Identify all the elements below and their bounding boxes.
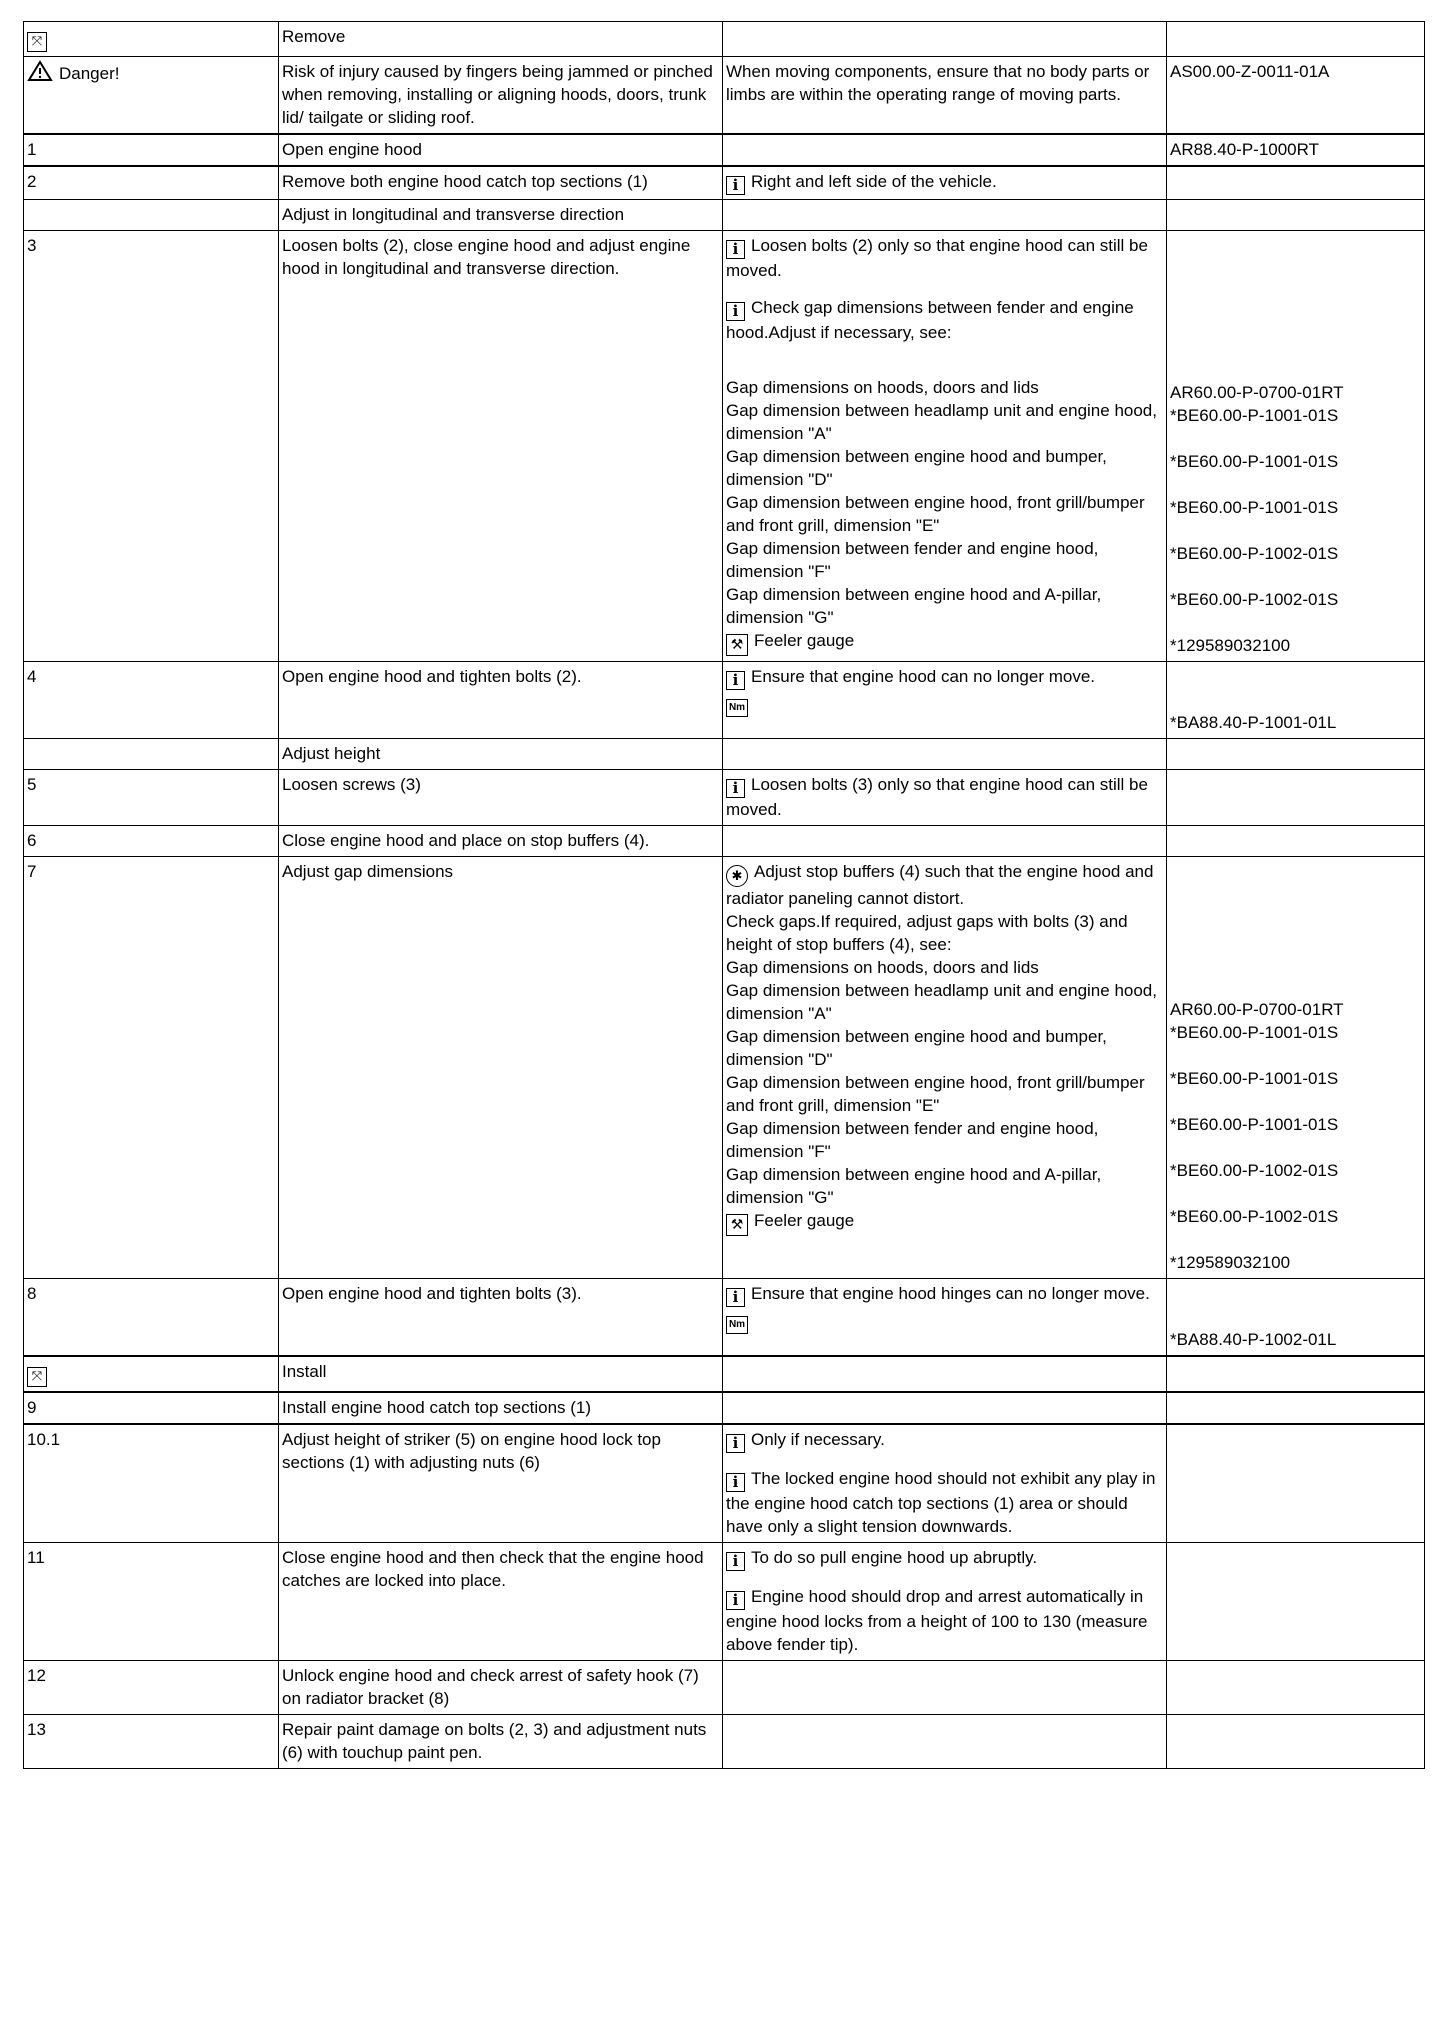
ref-link[interactable]: *BE60.00-P-1001-01S: [1170, 1069, 1339, 1088]
ref-link[interactable]: AR60.00-P-0700-01RT: [1170, 1000, 1344, 1019]
ref-link[interactable]: *BE60.00-P-1001-01S: [1170, 406, 1339, 425]
step-cell: 11: [24, 1543, 279, 1661]
ref-cell: [1167, 739, 1425, 770]
gap-link[interactable]: Gap dimension between headlamp unit and engine hood, dimension "A": [726, 401, 1157, 443]
note-text: Only if necessary.: [751, 1430, 885, 1449]
table-row: [24, 770, 1425, 826]
note-cell: [723, 1279, 1167, 1357]
table-row: [24, 662, 1425, 739]
action-cell: Adjust height of striker (5) on engine hood lock top sections (1) with adjusting nuts (6): [279, 1424, 723, 1543]
gap-link[interactable]: Gap dimensions on hoods, doors and lids: [726, 378, 1039, 397]
ref-cell: [1167, 1543, 1425, 1661]
step-cell: 9: [24, 1392, 279, 1424]
info-icon: i: [726, 1591, 745, 1610]
step-cell: [24, 1356, 279, 1392]
table-row: [24, 1279, 1425, 1357]
ref-cell: [1167, 1661, 1425, 1715]
ref-link[interactable]: AR60.00-P-0700-01RT: [1170, 383, 1344, 402]
ref-link[interactable]: *129589032100: [1170, 636, 1291, 655]
action-cell: Close engine hood and place on stop buffers (4).: [279, 826, 723, 857]
note-cell: [723, 231, 1167, 662]
step-cell: 5: [24, 770, 279, 826]
torque-nm-icon: Nm: [726, 699, 748, 717]
warning-triangle-icon: [27, 60, 53, 82]
note-cell: [723, 22, 1167, 57]
ref-link[interactable]: *BE60.00-P-1002-01S: [1170, 590, 1339, 609]
action-cell: Adjust in longitudinal and transverse direction: [279, 200, 723, 231]
action-cell: Install engine hood catch top sections (1): [279, 1392, 723, 1424]
action-cell: Open engine hood: [279, 134, 723, 166]
gap-link[interactable]: Gap dimension between engine hood, front grill/bumper and front grill, dimension "E": [726, 493, 1145, 535]
table-row: [24, 826, 1425, 857]
note-cell: [723, 857, 1167, 1279]
step-cell: 12: [24, 1661, 279, 1715]
step-cell: 8: [24, 1279, 279, 1357]
expand-arrows-icon: ⤧: [27, 32, 47, 52]
step-cell: [24, 57, 279, 135]
ref-cell: [1167, 22, 1425, 57]
note-cell: [723, 1356, 1167, 1392]
tool-icon: ⚒: [726, 634, 748, 656]
step-cell: 3: [24, 231, 279, 662]
ref-cell: [1167, 1279, 1425, 1357]
info-icon: i: [726, 671, 745, 690]
note-text: The locked engine hood should not exhibit any play in the engine hood catch top sections (1) area or should have only a slight tension downwards.: [726, 1469, 1156, 1536]
note-cell: [723, 826, 1167, 857]
step-cell: [24, 739, 279, 770]
info-icon: i: [726, 1288, 745, 1307]
caution-icon: ✱: [726, 865, 748, 887]
tool-text: Feeler gauge: [754, 1211, 855, 1230]
tool-icon: ⚒: [726, 1214, 748, 1236]
note-cell: [723, 739, 1167, 770]
action-cell: Remove both engine hood catch top sections (1): [279, 166, 723, 200]
note-cell: [723, 1715, 1167, 1769]
action-cell: Adjust gap dimensions: [279, 857, 723, 1279]
note-text: Ensure that engine hood hinges can no longer move.: [751, 1284, 1150, 1303]
step-cell: [24, 22, 279, 57]
ref-cell: [1167, 166, 1425, 200]
table-row: [24, 857, 1425, 1279]
step-cell: 7: [24, 857, 279, 1279]
table-row: [24, 166, 1425, 200]
info-icon: i: [726, 302, 745, 321]
torque-nm-icon: Nm: [726, 1316, 748, 1334]
note-text: Engine hood should drop and arrest automatically in engine hood locks from a height of 100 to 130 (measure above fender tip).: [726, 1587, 1148, 1654]
note-cell: [723, 1424, 1167, 1543]
ref-cell: [1167, 1715, 1425, 1769]
note-text: To do so pull engine hood up abruptly.: [751, 1548, 1038, 1567]
note-cell: [723, 1543, 1167, 1661]
info-icon: i: [726, 1434, 745, 1453]
note-text: Loosen bolts (3) only so that engine hood can still be moved.: [726, 775, 1148, 819]
ref-cell: [1167, 1424, 1425, 1543]
gap-link[interactable]: Gap dimension between engine hood, front grill/bumper and front grill, dimension "E": [726, 1073, 1145, 1115]
ref-link[interactable]: *BE60.00-P-1002-01S: [1170, 1161, 1339, 1180]
action-cell: Unlock engine hood and check arrest of safety hook (7) on radiator bracket (8): [279, 1661, 723, 1715]
danger-label: Danger!: [59, 64, 120, 83]
gap-link[interactable]: Gap dimension between fender and engine hood, dimension "F": [726, 1119, 1099, 1161]
expand-arrows-icon: ⤧: [27, 1367, 47, 1387]
ref-cell: [1167, 770, 1425, 826]
action-cell: Repair paint damage on bolts (2, 3) and adjustment nuts (6) with touchup paint pen.: [279, 1715, 723, 1769]
step-cell: 6: [24, 826, 279, 857]
table-row: [24, 1543, 1425, 1661]
table-row: [24, 739, 1425, 770]
table-row: [24, 1715, 1425, 1769]
note-cell: When moving components, ensure that no body parts or limbs are within the operating range of moving parts.: [723, 57, 1167, 135]
ref-link[interactable]: *129589032100: [1170, 1253, 1291, 1272]
gap-link[interactable]: Gap dimension between engine hood and bumper, dimension "D": [726, 447, 1107, 489]
ref-link[interactable]: *BE60.00-P-1002-01S: [1170, 1207, 1339, 1226]
tool-text: Feeler gauge: [754, 631, 855, 650]
gap-link[interactable]: Gap dimension between engine hood and bumper, dimension "D": [726, 1027, 1107, 1069]
table-row: [24, 200, 1425, 231]
action-cell: Adjust height: [279, 739, 723, 770]
gap-link[interactable]: Gap dimension between engine hood and A-pillar, dimension "G": [726, 1165, 1102, 1207]
note-cell: [723, 1661, 1167, 1715]
gap-link[interactable]: Gap dimensions on hoods, doors and lids: [726, 958, 1039, 977]
ref-link[interactable]: *BE60.00-P-1001-01S: [1170, 1115, 1339, 1134]
note-text: Loosen bolts (2) only so that engine hood can still be moved.: [726, 236, 1148, 280]
gap-link[interactable]: Gap dimension between fender and engine hood, dimension "F": [726, 539, 1099, 581]
action-cell: Open engine hood and tighten bolts (2).: [279, 662, 723, 739]
procedure-table: [23, 21, 1425, 1769]
info-icon: i: [726, 1552, 745, 1571]
note-cell: [723, 1392, 1167, 1424]
ref-cell: [1167, 857, 1425, 1279]
action-cell: Risk of injury caused by fingers being jammed or pinched when removing, installing or aligning hoods, doors, trunk lid/ tailgate or sliding roof.: [279, 57, 723, 135]
table-row: [24, 22, 1425, 57]
ref-cell: [1167, 200, 1425, 231]
table-row: [24, 1661, 1425, 1715]
table-row: [24, 134, 1425, 166]
info-icon: i: [726, 240, 745, 259]
step-cell: 4: [24, 662, 279, 739]
ref-link[interactable]: *BA88.40-P-1001-01L: [1170, 713, 1337, 732]
action-cell: Loosen screws (3): [279, 770, 723, 826]
ref-cell: [1167, 826, 1425, 857]
note-cell: [723, 662, 1167, 739]
ref-link[interactable]: *BE60.00-P-1002-01S: [1170, 544, 1339, 563]
note-cell: [723, 166, 1167, 200]
note-cell: [723, 134, 1167, 166]
ref-cell: [1167, 662, 1425, 739]
action-cell: Install: [279, 1356, 723, 1392]
info-icon: i: [726, 779, 745, 798]
action-cell: Close engine hood and then check that the engine hood catches are locked into place.: [279, 1543, 723, 1661]
step-cell: 1: [24, 134, 279, 166]
note-cell: [723, 770, 1167, 826]
note-text: Ensure that engine hood can no longer move.: [751, 667, 1096, 686]
gap-link[interactable]: Gap dimension between engine hood and A-pillar, dimension "G": [726, 585, 1102, 627]
info-icon: i: [726, 1473, 745, 1492]
step-cell: 2: [24, 166, 279, 200]
action-cell: Loosen bolts (2), close engine hood and adjust engine hood in longitudinal and transverse direction.: [279, 231, 723, 662]
table-row: [24, 1356, 1425, 1392]
ref-link[interactable]: *BA88.40-P-1002-01L: [1170, 1330, 1337, 1349]
ref-cell: [1167, 1392, 1425, 1424]
table-row: [24, 1392, 1425, 1424]
action-cell: Remove: [279, 22, 723, 57]
table-row: [24, 231, 1425, 662]
ref-link[interactable]: *BE60.00-P-1001-01S: [1170, 498, 1339, 517]
ref-cell: [1167, 231, 1425, 662]
note-cell: [723, 200, 1167, 231]
gap-link[interactable]: Gap dimension between headlamp unit and engine hood, dimension "A": [726, 981, 1157, 1023]
ref-cell[interactable]: AS00.00-Z-0011-01A: [1167, 57, 1425, 135]
step-cell: [24, 200, 279, 231]
step-cell: 10.1: [24, 1424, 279, 1543]
ref-cell: [1167, 1356, 1425, 1392]
ref-cell[interactable]: AR88.40-P-1000RT: [1167, 134, 1425, 166]
ref-link[interactable]: *BE60.00-P-1001-01S: [1170, 452, 1339, 471]
note-text: Right and left side of the vehicle.: [751, 172, 997, 191]
step-cell: 13: [24, 1715, 279, 1769]
table-row: [24, 57, 1425, 135]
note-text: Check gap dimensions between fender and engine hood.Adjust if necessary, see:: [726, 298, 1134, 342]
table-row: [24, 1424, 1425, 1543]
info-icon: i: [726, 176, 745, 195]
note-text: Check gaps.If required, adjust gaps with bolts (3) and height of stop buffers (4), see:: [726, 912, 1128, 954]
ref-link[interactable]: *BE60.00-P-1001-01S: [1170, 1023, 1339, 1042]
note-text: Adjust stop buffers (4) such that the engine hood and radiator paneling cannot distort.: [726, 862, 1154, 908]
action-cell: Open engine hood and tighten bolts (3).: [279, 1279, 723, 1357]
